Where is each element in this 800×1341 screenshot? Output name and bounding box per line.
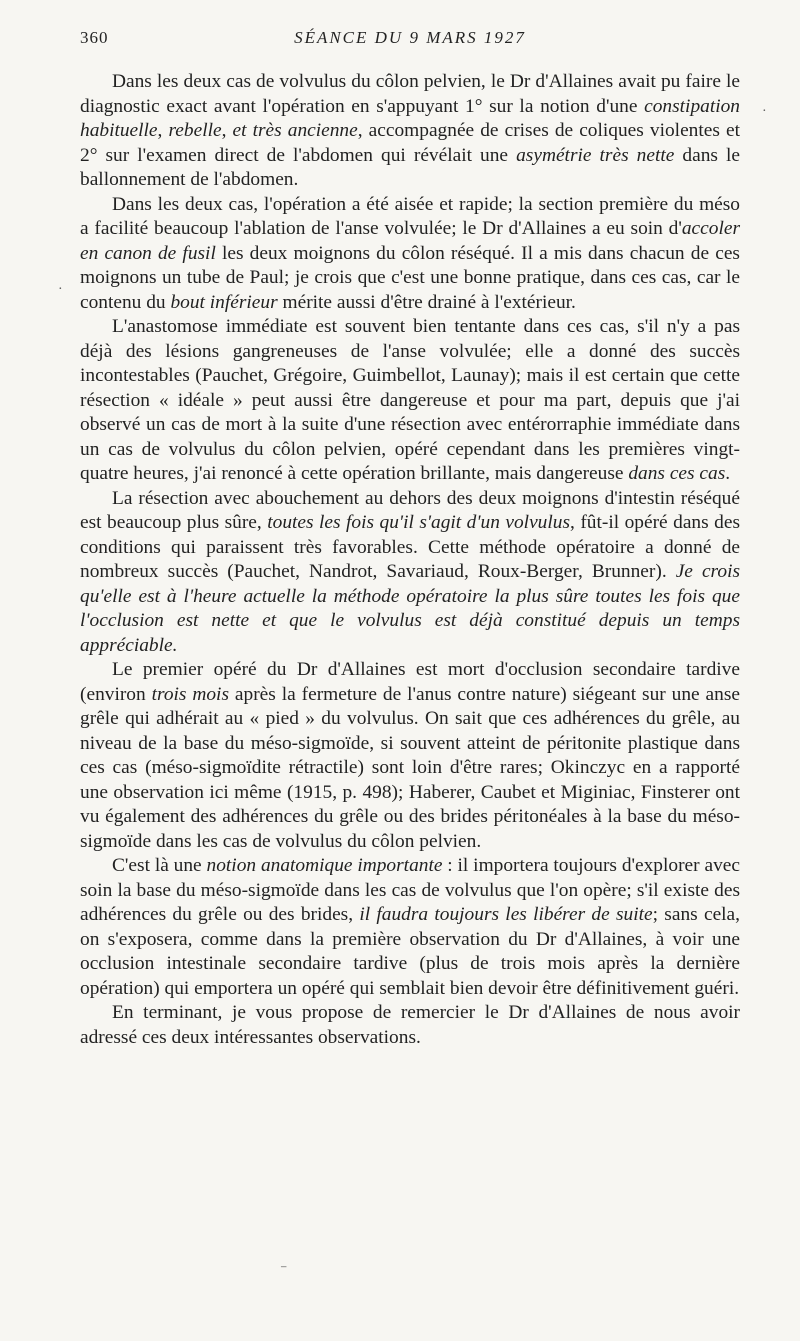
text-run: , accompagnée de crises de coliques violentes et 2° sur l'examen direct de l'abdomen qui révélait une bbox=[80, 120, 740, 166]
paragraph bbox=[80, 70, 740, 193]
italic-text: il faudra toujours les libérer de suite bbox=[359, 904, 653, 925]
italic-text: et très ancienne bbox=[232, 120, 358, 141]
text-run: . bbox=[725, 463, 731, 484]
text-run: les deux moignons du côlon réséqué. Il a mis dans chacun de ces moignons un tube de Paul; je crois que c'est une bonne pratique, dans ces cas, car le contenu du bbox=[80, 242, 740, 313]
text-run: L'anastomose immédiate est souvent bien tentante dans ces cas, s'il n'y a pas déjà des lésions gangreneuses de l'anse volvulée; elle a donné des succès incontestables (Pauchet, Grégoire, Guimbellot, Launay); mais il est certain que cette résection « idéale » peut aussi être dangereuse et pour ma part, depuis que j'ai observé un cas de mort à la suite d'une résection avec entérorraphie immédiate dans un cas de volvulus du côlon pelvien, opéré cependant dans les premières vingt-quatre heures, j'ai renoncé à cette opération brillante, mais dangereuse bbox=[80, 316, 740, 484]
text-run: En terminant, je vous propose de remercier le Dr d'Allaines de nous avoir adressé ces deux intéressantes observations. bbox=[80, 1002, 740, 1048]
text-run: , fût-il opéré dans des conditions qui paraissent très favorables. Cette méthode opératoire a donné de nombreux succès (Pauchet, Nandrot, Savariaud, Roux-Berger, Brunner). bbox=[80, 512, 741, 582]
text-run: Le premier opéré du Dr d'Allaines est mort d'occlusion secondaire tardive (environ bbox=[80, 659, 740, 705]
paragraph bbox=[80, 1001, 740, 1050]
stray-mark: ⁻ bbox=[280, 1263, 288, 1278]
page-header bbox=[80, 28, 740, 52]
italic-text: dans ces cas bbox=[628, 463, 726, 484]
paragraph bbox=[80, 854, 740, 1001]
text-run: : il importera toujours d'explorer avec soin la base du méso-sigmoïde dans les cas de volvulus que l'on opère; s'il existe des adhérences du grêle ou des brides, bbox=[80, 855, 740, 925]
italic-text: rebelle bbox=[168, 120, 222, 141]
paragraph bbox=[80, 487, 740, 659]
italic-text: constipation habituelle bbox=[80, 95, 740, 141]
italic-text: bout inférieur bbox=[170, 291, 278, 313]
text-run: mérite aussi d'être drainé à l'extérieur. bbox=[277, 291, 576, 313]
italic-text: toutes les fois qu'il s'agit d'un volvulus bbox=[267, 512, 571, 533]
running-head: SÉANCE DU 9 MARS 1927 bbox=[294, 28, 526, 47]
paragraph bbox=[80, 193, 740, 316]
page-number: 360 bbox=[80, 28, 109, 47]
margin-dot: · bbox=[762, 104, 767, 119]
italic-text: trois mois bbox=[151, 683, 229, 705]
text-run: après la fermeture de l'anus contre nature) siégeant sur une anse grêle qui adhérait au « pied » du volvulus. On sait que ces adhérences du grêle, au niveau de la base du méso-sigmoïde, si souvent atteint de péritonite plastique dans ces cas (méso-sigmoïdite rétractile) sont loin d'être rares; Okinczyc en a rapporté une observation ici même (1915, p. 498); Haberer, Caubet et Miginiac, Finsterer ont vu également des adhérences du grêle ou des brides péritonéales à la base du méso-sigmoïde dans les cas de volvulus du côlon pelvien. bbox=[80, 683, 740, 852]
paragraph bbox=[80, 658, 740, 854]
text-run: La résection avec abouchement au dehors des deux moignons d'intestin réséqué est beaucoup plus sûre, bbox=[80, 487, 740, 533]
text-run: Dans les deux cas de volvulus du côlon pelvien, le Dr d'Allaines avait pu faire le diagnostic exact avant l'opération en s'appuyant 1° sur la notion d'une bbox=[80, 71, 740, 117]
text-run: ; sans cela, on s'exposera, comme dans la première observation du Dr d'Allaines, à voir une occlusion intestinale secondaire tardive (plus de trois mois après la dernière opération) qui emportera un opéré qui semblait bien devoir être définitivement guéri. bbox=[80, 904, 741, 999]
margin-dot: · bbox=[58, 282, 63, 297]
text-run: C'est là une bbox=[112, 855, 207, 876]
italic-text: notion anatomique importante bbox=[206, 855, 443, 876]
text-run: , bbox=[221, 120, 233, 141]
body-text bbox=[80, 70, 740, 1050]
italic-text: asymétrie très nette bbox=[516, 144, 675, 166]
italic-text: accoler en canon de fusil bbox=[80, 218, 740, 264]
text-run: Dans les deux cas, l'opération a été aisée et rapide; la section première du méso a facilité beaucoup l'ablation de l'anse volvulée; le Dr d'Allaines a eu soin d' bbox=[80, 193, 740, 239]
paragraph bbox=[80, 315, 740, 487]
text-run: dans le ballonnement de l'abdomen. bbox=[80, 144, 740, 190]
italic-text: Je crois qu'elle est à l'heure actuelle la méthode opératoire la plus sûre toutes les fois que l'occlusion est nette et que le volvulus est déjà constitué depuis un temps appréciable. bbox=[80, 561, 741, 656]
text-run: , bbox=[157, 120, 169, 141]
